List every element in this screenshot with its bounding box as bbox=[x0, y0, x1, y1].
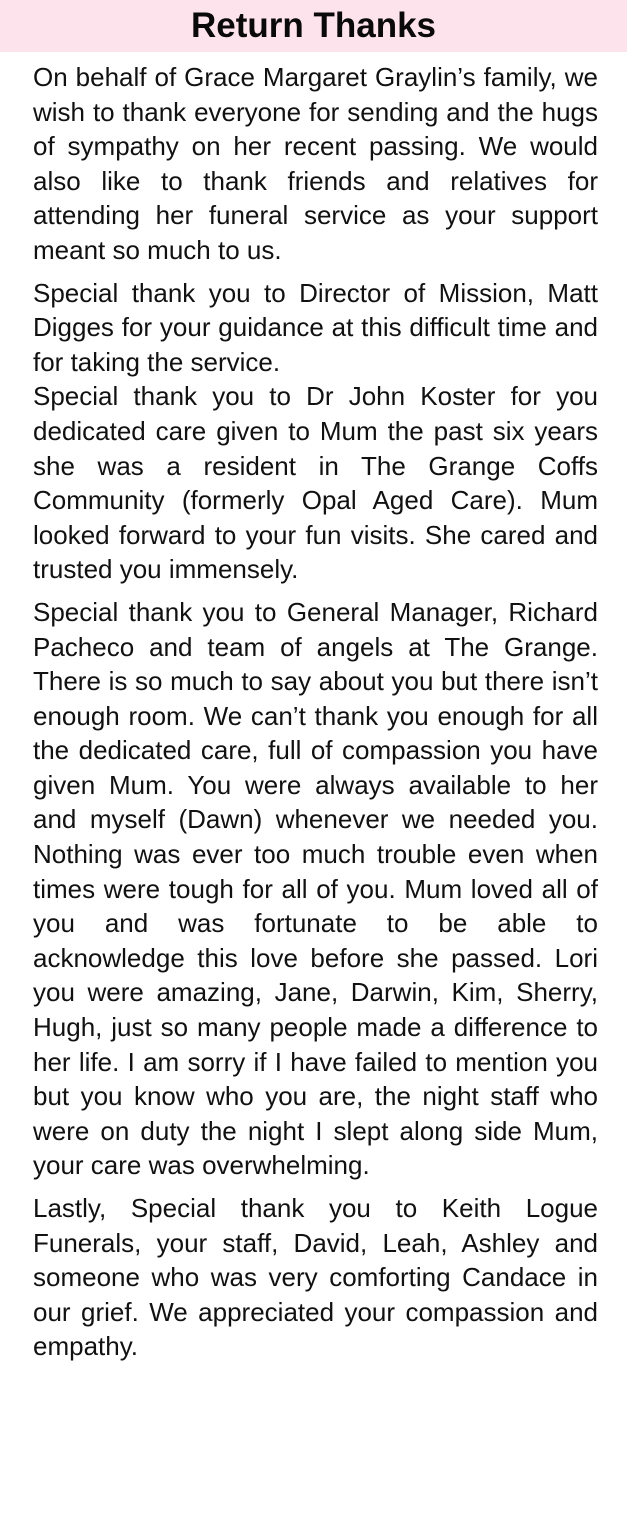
paragraph-family-thanks: On behalf of Grace Margaret Graylin’s family, we wish to thank everyone for sending and the hugs of sympathy on her recent passing. We would also like to thank friends and relatives for attending her funeral service as your support meant so much to us. bbox=[33, 62, 598, 265]
paragraph-doctor-thanks: Special thank you to Dr John Koster for you dedicated care given to Mum the past six years she was a resident in The Grange Coffs Community (formerly Opal Aged Care). Mum looked forward to your fun visits. She cared and trusted you immensely. bbox=[33, 381, 598, 585]
notice-header bbox=[0, 0, 627, 52]
paragraph-funeral-home-thanks: Lastly, Special thank you to Keith Logue Funerals, your staff, David, Leah, Ashley and someone who was very comforting Candace in our grief. We appreciated your compassion and empathy. bbox=[33, 1193, 598, 1362]
notice-title: Return Thanks bbox=[190, 6, 437, 45]
notice-body bbox=[33, 60, 598, 1372]
paragraph-director-of-mission: Special thank you to Director of Mission, Matt Digges for your guidance at this difficult time and for taking the service. bbox=[33, 277, 598, 377]
paragraph-general-manager-thanks: Special thank you to General Manager, Richard Pacheco and team of angels at The Grange. There is so much to say about you but there isn’t enough room. We can’t thank you enough for all the dedicated care, full of compassion you have given Mum. You were always available to her and myself (Dawn) whenever we needed you. Nothing was ever too much trouble even when times were tough for all of you. Mum loved all of you and was fortunate to be able to acknowledge this love before she passed. Lori you were amazing, Jane, Darwin, Kim, Sherry, Hugh, just so many people made a difference to her life. I am sorry if I have failed to mention you but you know who you are, the night staff who were on duty the night I slept along side Mum, your care was overwhelming. bbox=[33, 596, 598, 1181]
